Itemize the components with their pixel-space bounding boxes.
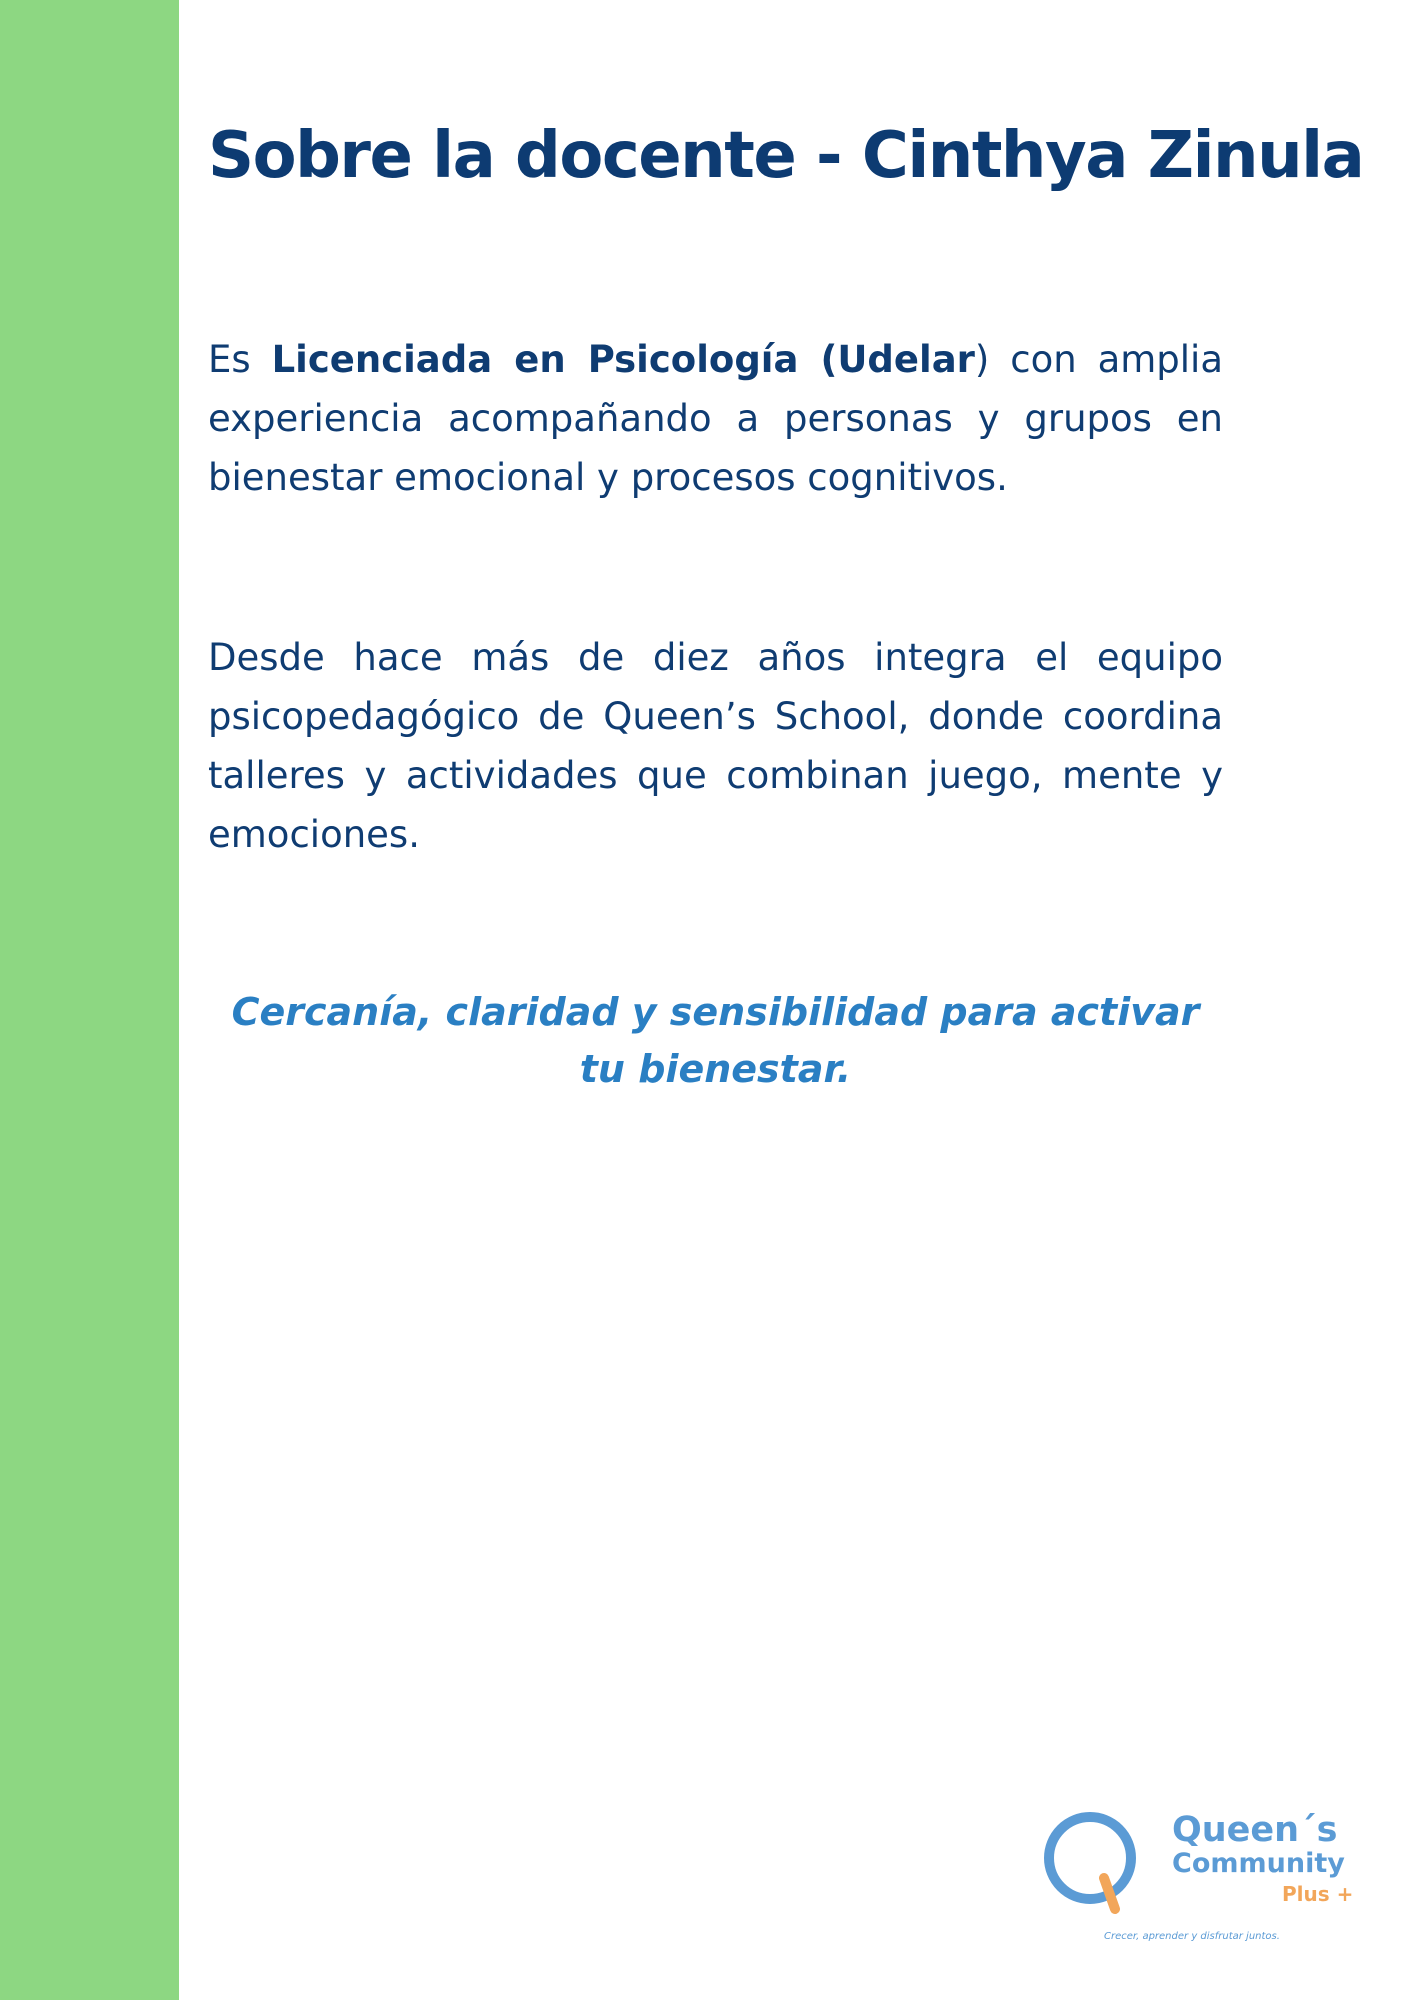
logo-name: Queen´s	[1172, 1810, 1338, 1850]
bio-degree: Licenciada en Psicología (Udelar	[271, 338, 975, 381]
page-title: Sobre la docente - Cinthya Zinula	[208, 119, 1364, 193]
bio-paragraph-1-suffix: ) con amplia experiencia acompañando a personas y grupos en bienestar emocional y procesos cognitivos.	[208, 338, 1223, 499]
bio-paragraph-2: Desde hace más de diez años integra el equipo psicopedagógico de Queen’s School, donde coordina talleres y actividades que combinan juego, mente y emociones.	[208, 636, 1223, 856]
q-logo-icon	[1040, 1808, 1150, 1918]
logo-plus: Plus +	[1282, 1882, 1354, 1906]
queens-community-logo	[1040, 1808, 1360, 1948]
logo-tagline: Crecer, aprender y disfrutar juntos.	[1104, 1931, 1280, 1942]
logo-community: Community	[1172, 1848, 1345, 1879]
bio-paragraph-1-prefix: Es	[208, 338, 272, 381]
bio-paragraph-1	[208, 330, 1223, 507]
side-accent-bar	[0, 0, 179, 2000]
tagline-quote: Cercanía, claridad y sensibilidad para activar tu bienestar.	[231, 990, 1200, 1091]
